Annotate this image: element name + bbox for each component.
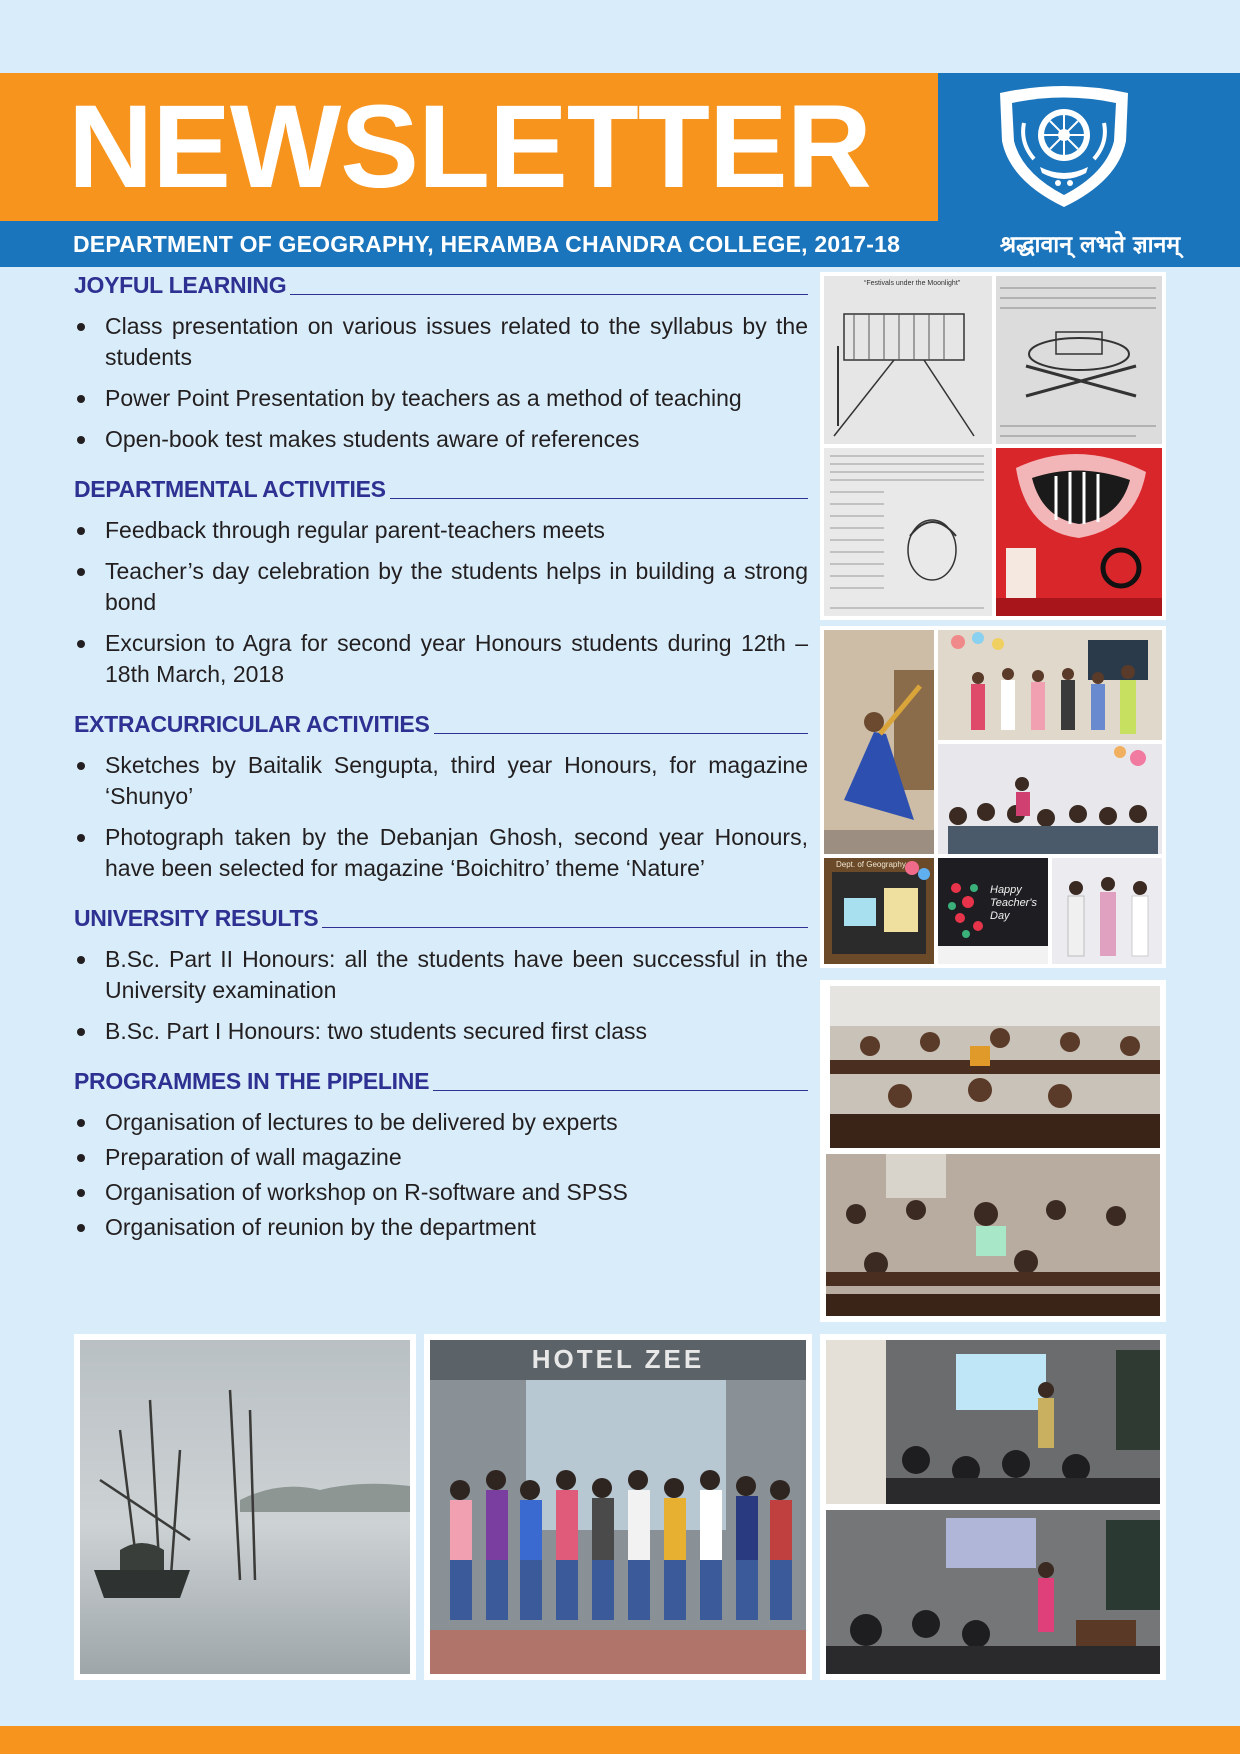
exam-hall-icon — [830, 986, 1160, 1148]
group-photo-icon — [430, 1340, 806, 1674]
misty-river-icon — [80, 1340, 410, 1674]
list-item: Organisation of reunion by the department — [74, 1212, 808, 1243]
section-title: JOYFUL LEARNING — [74, 272, 287, 298]
sketch-portrait-icon — [824, 448, 992, 616]
newsletter-header — [0, 73, 1240, 267]
list-item: Class presentation on various issues related to the syllabus by the students — [74, 311, 808, 373]
exam-hall-icon — [826, 1154, 1160, 1316]
card-text: Happy Teacher's Day — [990, 884, 1037, 922]
photo-hotel-group — [430, 1340, 806, 1674]
list-item: Organisation of workshop on R-software and SPSS — [74, 1177, 808, 1208]
list-item: Organisation of lectures to be delivered by experts — [74, 1107, 808, 1138]
section-rule — [290, 294, 808, 295]
list-item: Preparation of wall magazine — [74, 1142, 808, 1173]
teacher-lecture-icon — [826, 1510, 1160, 1674]
section-title: EXTRACURRICULAR ACTIVITIES — [74, 711, 430, 737]
sketch-caption: “Festivals under the Moonlight” — [864, 280, 961, 287]
bullet-list — [74, 1107, 808, 1243]
section-university-results — [74, 905, 808, 1047]
list-item: Excursion to Agra for second year Honours students during 12th – 18th March, 2018 — [74, 628, 808, 690]
list-item: Open-book test makes students aware of references — [74, 424, 808, 455]
notice-board-icon — [824, 858, 934, 964]
list-item: Power Point Presentation by teachers as a method of teaching — [74, 383, 808, 414]
photo-dance-performance — [824, 630, 934, 854]
dancer-icon — [824, 630, 934, 854]
photo-sketch-street — [824, 276, 992, 444]
list-item: Sketches by Baitalik Sengupta, third year Honours, for magazine ‘Shunyo’ — [74, 750, 808, 812]
college-shield-emblem-icon — [990, 83, 1138, 209]
bullet-list — [74, 311, 808, 455]
newsletter-subtitle: DEPARTMENT OF GEOGRAPHY, HERAMBA CHANDRA COLLEGE, 2017-18 — [73, 231, 901, 257]
bullet-list — [74, 515, 808, 690]
section-rule — [433, 1090, 808, 1091]
board-label: Dept. of Geography — [836, 860, 906, 869]
section-title: PROGRAMMES IN THE PIPELINE — [74, 1068, 430, 1094]
photo-audience — [938, 744, 1162, 854]
sketch-street-icon — [824, 276, 992, 444]
newsletter-content — [74, 272, 808, 1264]
section-heading — [74, 711, 808, 738]
section-joyful-learning — [74, 272, 808, 455]
section-rule — [322, 927, 808, 928]
photo-sketch-red-mouth — [996, 448, 1162, 616]
list-item: Teacher’s day celebration by the students helps in building a strong bond — [74, 556, 808, 618]
section-title: UNIVERSITY RESULTS — [74, 905, 319, 931]
photo-exam-hall-1 — [830, 986, 1160, 1148]
group-performance-icon — [938, 630, 1162, 740]
newsletter-title: NEWSLETTER — [68, 81, 871, 213]
list-item: B.Sc. Part II Honours: all the students have been successful in the University examination — [74, 944, 808, 1006]
list-item: Photograph taken by the Debanjan Ghosh, second year Honours, have been selected for magazine ‘Boichitro’ theme ‘Nature’ — [74, 822, 808, 884]
section-heading — [74, 905, 808, 932]
footer-orange-bar — [0, 1726, 1240, 1754]
photo-speech — [1052, 858, 1162, 964]
section-rule — [434, 733, 808, 734]
photo-sketch-text-portrait — [824, 448, 992, 616]
section-departmental-activities — [74, 476, 808, 690]
section-extracurricular-activities — [74, 711, 808, 884]
section-heading — [74, 476, 808, 503]
photo-group-sketches — [820, 272, 1166, 620]
photo-misty-river-frame — [74, 1334, 416, 1680]
photo-group-lectures — [820, 1334, 1166, 1680]
photo-lecture-projector — [826, 1340, 1160, 1504]
photo-group-exams — [820, 980, 1166, 1322]
photo-hotel-group-frame — [424, 1334, 812, 1680]
photo-notice-board — [824, 858, 934, 964]
projector-lecture-icon — [826, 1340, 1160, 1504]
sketch-festival-icon — [996, 276, 1162, 444]
section-heading — [74, 1068, 808, 1095]
section-rule — [390, 498, 808, 499]
audience-icon — [938, 744, 1162, 854]
college-motto: श्रद्धावान् लभते ज्ञानम् — [999, 232, 1181, 258]
bullet-list — [74, 944, 808, 1047]
photo-lecture-teacher — [826, 1510, 1160, 1674]
photo-group-performance — [938, 630, 1162, 740]
section-programmes-in-the-pipeline — [74, 1068, 808, 1243]
photo-teachers-day-card — [938, 858, 1048, 964]
photo-exam-hall-2 — [826, 1154, 1160, 1316]
sketch-red-mouth-icon — [996, 448, 1162, 616]
list-item: Feedback through regular parent-teachers meets — [74, 515, 808, 546]
bullet-list — [74, 750, 808, 884]
section-heading — [74, 272, 808, 299]
photo-group-celebrations — [820, 626, 1166, 968]
photo-misty-river — [80, 1340, 410, 1674]
speech-icon — [1052, 858, 1162, 964]
list-item: B.Sc. Part I Honours: two students secured first class — [74, 1016, 808, 1047]
section-title: DEPARTMENTAL ACTIVITIES — [74, 476, 386, 502]
photo-sketch-festival — [996, 276, 1162, 444]
hotel-sign-text: HOTEL ZEE — [531, 1344, 705, 1374]
